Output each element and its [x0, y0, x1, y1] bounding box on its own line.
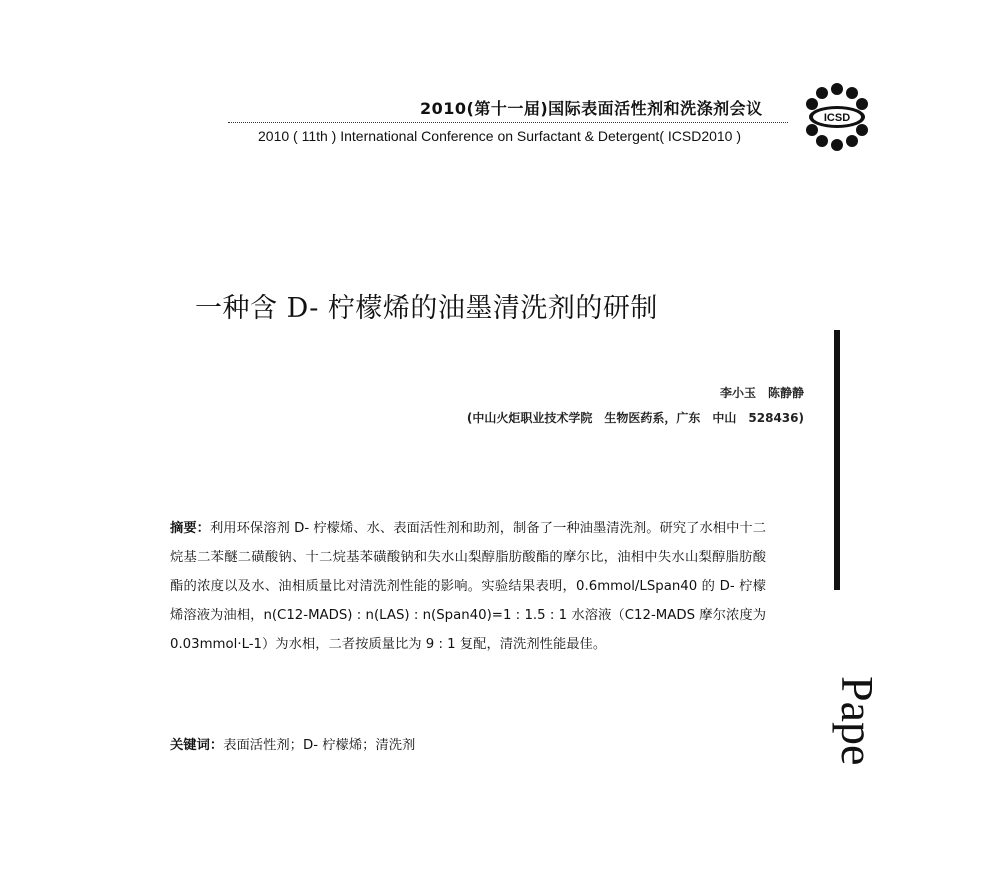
keywords: [170, 734, 415, 753]
side-bar: [834, 330, 840, 590]
conference-title-cn: 2010(第十一届)国际表面活性剂和洗涤剂会议: [420, 99, 763, 118]
abstract-label: 摘要：: [170, 521, 210, 536]
side-word: Pape: [832, 676, 883, 766]
abstract: [170, 514, 766, 659]
abstract-text: 利用环保溶剂 D- 柠檬烯、水、表面活性剂和助剂，制备了一种油墨清洗剂。研究了水相中十二烷基二苯醚二磺酸钠、十二烷基苯磺酸钠和失水山梨醇脂肪酸酯的摩尔比，油相中失水山梨醇脂肪酸酯的浓度以及水、油相质量比对清洗剂性能的影响。实验结果表明，0.6mmol/LSpan40 的 D- 柠檬烯溶液为油相，n(C12-MADS) : n(LAS) : n(Span40)=1 : 1.5 : 1 水溶液（C12-MADS 摩尔浓度为 0.03mmol·L-1）为水相，二者按质量比为 9 : 1 复配，清洗剂性能最佳。: [170, 521, 767, 652]
paper-title: 一种含 D- 柠檬烯的油墨清洗剂的研制: [195, 293, 658, 324]
keywords-label: 关键词：: [170, 738, 224, 753]
conference-title-en: 2010 ( 11th ) International Conference on Surfactant & Detergent( ICSD2010 ): [258, 128, 742, 144]
authors: 李小玉 陈静静: [719, 386, 804, 400]
keywords-text: 表面活性剂；D- 柠檬烯；清洗剂: [223, 738, 416, 753]
header-rule: [228, 122, 788, 123]
icsd-logo-icon: [802, 82, 872, 152]
affiliation: (中山火炬职业技术学院 生物医药系，广东 中山 528436): [466, 411, 804, 425]
logo-text: ICSD: [823, 112, 851, 124]
